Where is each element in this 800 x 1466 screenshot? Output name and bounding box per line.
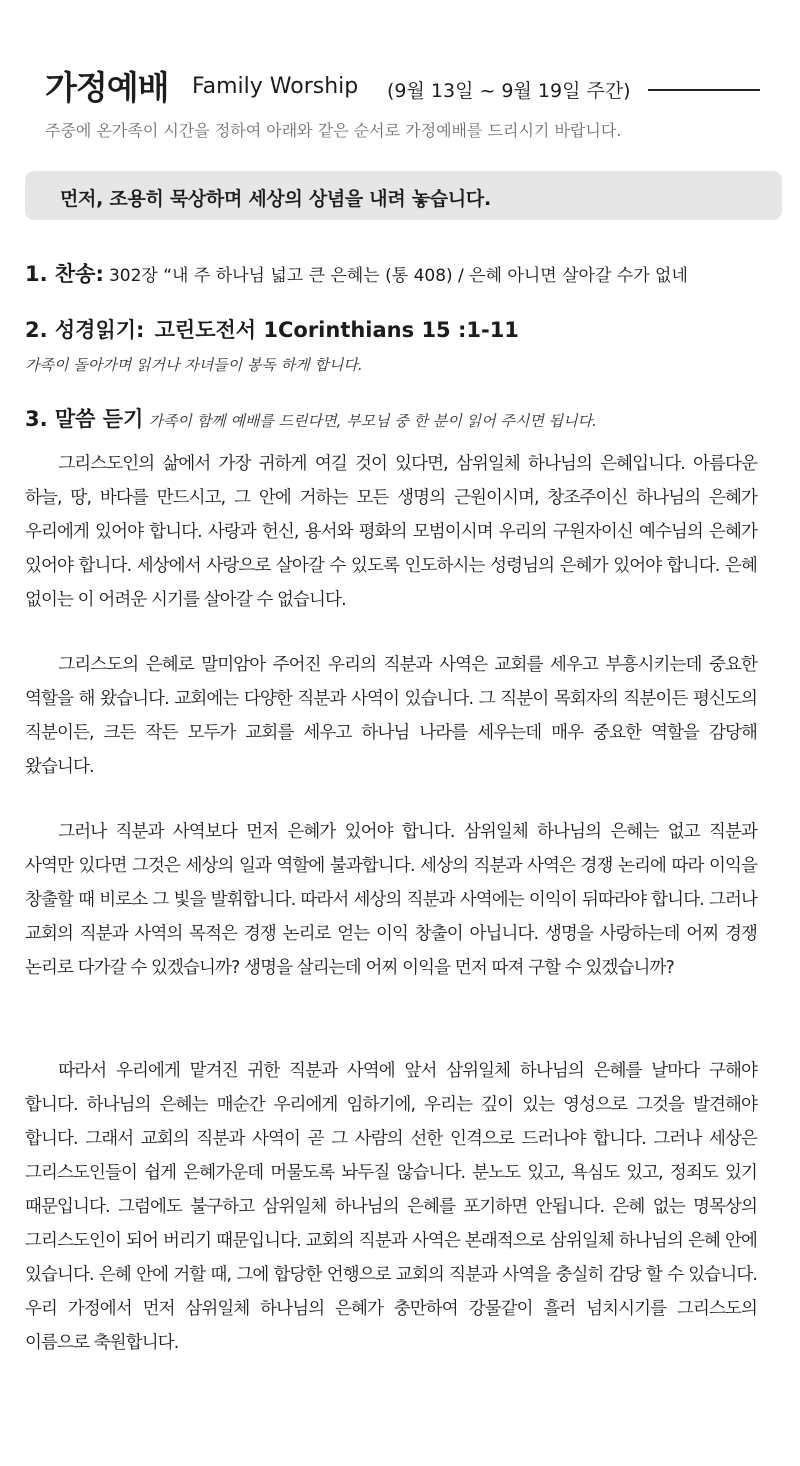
reading-note: 가족이 돌아가며 읽거나 자녀들이 봉독 하게 합니다. xyxy=(25,356,363,374)
hymn-detail: 302장 “내 주 하나님 넓고 큰 은혜는 (통 408) / 은혜 아니면 살아갈 수가 없네 xyxy=(108,266,688,286)
sermon-paragraph-4: 따라서 우리에게 맡겨진 귀한 직분과 사역에 앞서 삼위일체 하나님의 은혜를 날마다 구해야 합니다. 하나님의 은혜는 매순간 우리에게 임하기에, 우리는 깊이 있는 영성으로 그것을 발견해야 합니다. 그래서 교회의 직분과 사역이 곧 그 사람의 선한 인격으로 드러나야 합니다. 그러나 세상은 그리스도인들이 쉽게 은혜가운데 머물도록 놔두질 않습니다. 분노도 있고, 욕심도 있고, 정죄도 있기 때문입니다. 그럼에도 불구하고 삼위일체 하나님의 은혜를 포기하면 안됩니다. 은혜 없는 명목상의 그리스도인이 되어 버리기 때문입니다. 교회의 직분과 사역은 본래적으로 삼위일체 하나님의 은혜 안에 있습니다. 은혜 안에 거할 때, 그에 합당한 언행으로 교회의 직분과 사역을 충실히 감당 할 수 있습니다. 우리 가정에서 먼저 삼위일체 하나님의 은혜가 충만하여 강물같이 흘러 넘치시기를 그리스도의 이름으로 축원합니다. xyxy=(25,1061,757,1353)
hymn-label: 1. 찬송: xyxy=(25,262,104,286)
reading-section xyxy=(25,314,519,344)
week-date-range: (9월 13일 ~ 9월 19일 주간) xyxy=(387,80,631,102)
sermon-paragraph-2: 그리스도의 은혜로 말미암아 주어진 우리의 직분과 사역은 교회를 세우고 부흥시키는데 중요한 역할을 해 왔습니다. 교회에는 다양한 직분과 사역이 있습니다. 그 직분이 목회자의 직분이든 평신도의 직분이든, 크든 작든 모두가 교회를 세우고 하나님 나라를 세우는데 매우 중요한 역할을 감당해 왔습니다. xyxy=(25,655,757,777)
instructions-subtitle: 주중에 온가족이 시간을 정하여 아래와 같은 순서로 가정예배를 드리시기 바랍니다. xyxy=(45,121,622,140)
header xyxy=(45,62,760,106)
hymn-section xyxy=(25,258,688,288)
page-title-english: Family Worship xyxy=(192,74,359,99)
sermon-paragraph-3: 그러나 직분과 사역보다 먼저 은혜가 있어야 합니다. 삼위일체 하나님의 은혜는 없고 직분과 사역만 있다면 그것은 세상의 일과 역할에 불과합니다. 세상의 직분과 사역은 경쟁 논리에 따라 이익을 창출할 때 비로소 그 빛을 발휘합니다. 따라서 세상의 직분과 사역에는 이익이 뒤따라야 합니다. 그러나 교회의 직분과 사역의 목적은 경쟁 논리로 얻는 이익 창출이 아닙니다. 생명을 사랑하는데 어찌 경쟁 논리로 다가갈 수 있겠습니까? 생명을 살리는데 어찌 이익을 먼저 따져 구할 수 있겠습니까? xyxy=(25,822,757,978)
sermon-note: 가족이 함께 예배를 드린다면, 부모님 중 한 분이 읽어 주시면 됩니다. xyxy=(148,412,597,430)
sermon-label: 3. 말씀 듣기 xyxy=(25,407,144,431)
sermon-section xyxy=(25,403,597,433)
reading-passage: 고린도전서 1Corinthians 15 :1-11 xyxy=(154,318,519,342)
sermon-paragraph-1: 그리스도인의 삶에서 가장 귀하게 여길 것이 있다면, 삼위일체 하나님의 은혜입니다. 아름다운 하늘, 땅, 바다를 만드시고, 그 안에 거하는 모든 생명의 근원이시며, 창조주이신 하나님의 은혜가 우리에게 있어야 합니다. 사랑과 헌신, 용서와 평화의 모범이시며 우리의 구원자이신 예수님의 은혜가 있어야 합니다. 세상에서 사랑으로 살아갈 수 있도록 인도하시는 성령님의 은혜가 있어야 합니다. 은혜 없이는 이 어려운 시기를 살아갈 수 없습니다. xyxy=(25,454,757,610)
page-title: 가정예배 xyxy=(45,68,169,107)
meditation-banner-text: 먼저, 조용히 묵상하며 세상의 상념을 내려 놓습니다. xyxy=(60,188,491,210)
meditation-banner xyxy=(25,171,782,220)
reading-label: 2. 성경읽기: xyxy=(25,318,145,342)
header-rule xyxy=(648,89,760,91)
